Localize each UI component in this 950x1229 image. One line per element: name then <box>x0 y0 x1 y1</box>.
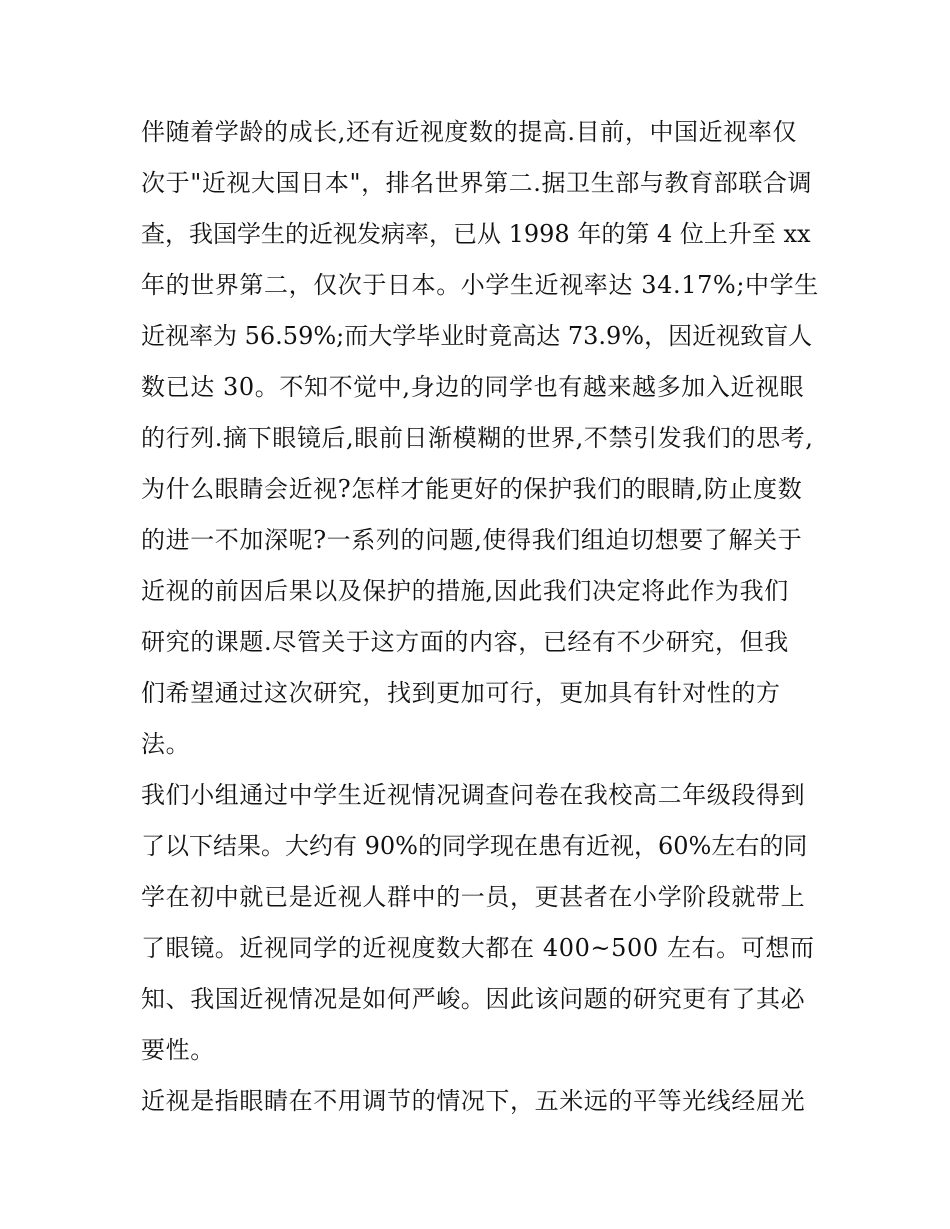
paragraph-survey-results <box>141 770 821 1076</box>
text-line: 近视是指眼睛在不用调节的情况下，五米远的平等光线经屈光 <box>141 1087 806 1115</box>
text-line: 年的世界第二，仅次于日本。小学生近视率达 34.17%;中学生 <box>141 271 819 299</box>
text-line: 为什么眼睛会近视?怎样才能更好的保护我们的眼睛,防止度数 <box>141 475 803 503</box>
text-line: 的行列.摘下眼镜后,眼前日渐模糊的世界,不禁引发我们的思考, <box>141 424 814 452</box>
text-line: 知、我国近视情况是如何严峻。因此该问题的研究更有了其必 <box>141 985 806 1013</box>
text-line: 我们小组通过中学生近视情况调查问卷在我校高二年级段得到 <box>141 781 806 809</box>
text-line: 次于"近视大国日本"，排名世界第二.据卫生部与教育部联合调 <box>141 169 813 197</box>
document-body <box>141 107 821 1127</box>
text-line: 近视的前因后果以及保护的措施,因此我们决定将此作为我们 <box>141 577 789 605</box>
text-line: 了眼镜。近视同学的近视度数大都在 400~500 左右。可想而 <box>141 934 815 962</box>
text-line: 法。 <box>141 730 191 758</box>
text-line: 研究的课题.尽管关于这方面的内容，已经有不少研究，但我 <box>141 628 789 656</box>
text-line: 查，我国学生的近视发病率，已从 1998 年的第 4 位上升至 xx <box>141 220 811 248</box>
text-line: 要性。 <box>141 1036 215 1064</box>
text-line: 伴随着学龄的成长,还有近视度数的提高.目前，中国近视率仅 <box>141 118 798 146</box>
text-line: 们希望通过这次研究，找到更加可行，更加具有针对性的方 <box>141 679 781 707</box>
text-line: 的进一不加深呢?一系列的问题,使得我们组迫切想要了解关于 <box>141 526 803 554</box>
paragraph-myopia-background <box>141 107 821 770</box>
text-line: 了以下结果。大约有 90%的同学现在患有近视，60%左右的同 <box>141 832 808 860</box>
text-line: 学在初中就已是近视人群中的一员，更甚者在小学阶段就带上 <box>141 883 806 911</box>
paragraph-myopia-definition <box>141 1076 821 1127</box>
text-line: 近视率为 56.59%;而大学毕业时竟高达 73.9%，因近视致盲人 <box>141 322 813 350</box>
text-line: 数已达 30。不知不觉中,身边的同学也有越来越多加入近视眼 <box>141 373 805 401</box>
